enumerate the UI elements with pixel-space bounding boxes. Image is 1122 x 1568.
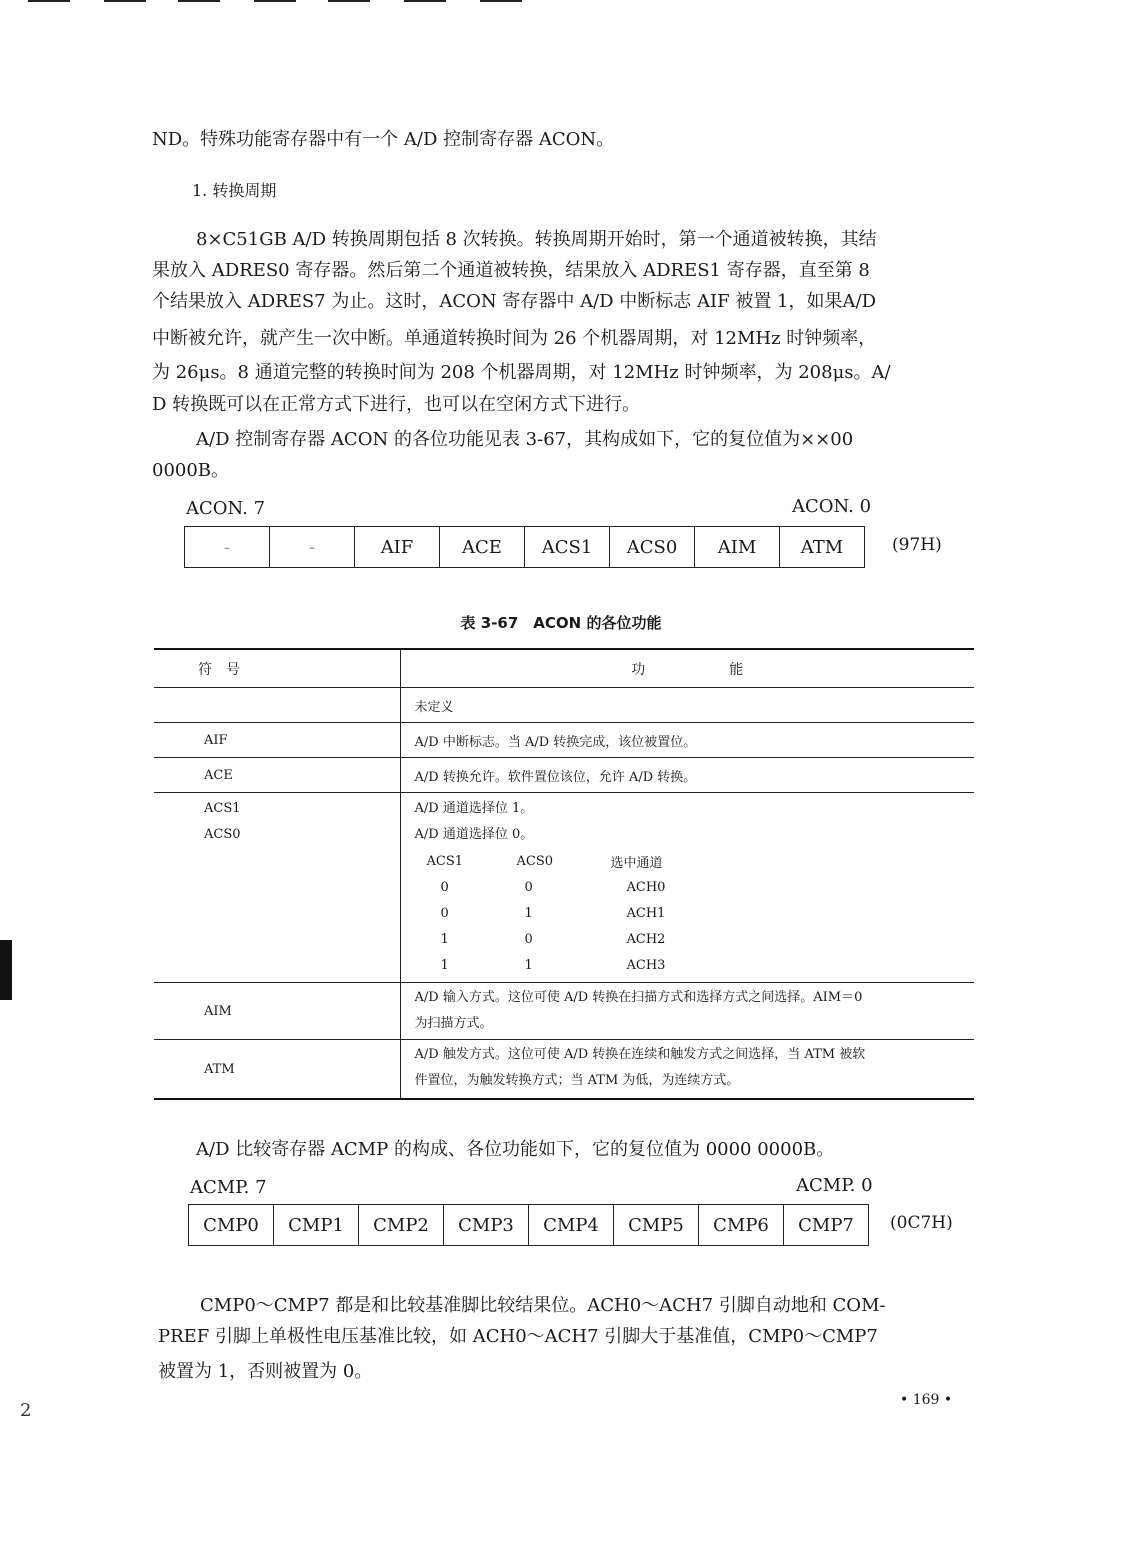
acon-bit: AIM xyxy=(695,527,780,568)
cycle-line: 个结果放入 ADRES7 为止。这时，ACON 寄存器中 A/D 中断标志 AIF 被置 1，如果A/D xyxy=(152,291,876,312)
acmp-lsb-label: ACMP. 0 xyxy=(796,1175,873,1196)
table-row xyxy=(154,758,974,793)
sub-cell: 1 xyxy=(524,905,533,921)
cell-symbol: AIM xyxy=(154,983,400,1040)
acon-bit: ACS1 xyxy=(525,527,610,568)
acon-bit: ACE xyxy=(440,527,525,568)
acon-bit: AIF xyxy=(355,527,440,568)
cmp-line: CMP0～CMP7 都是和比较基准脚比较结果位。ACH0～ACH7 引脚自动地和 COM- xyxy=(200,1295,886,1316)
acmp-bit: CMP0 xyxy=(189,1205,274,1246)
acmp-bit: CMP4 xyxy=(529,1205,614,1246)
acmp-bit: CMP6 xyxy=(699,1205,784,1246)
page-number: • 169 • xyxy=(900,1392,953,1408)
sub-row xyxy=(415,874,666,900)
top-rule xyxy=(254,0,296,2)
sub-cell: 0 xyxy=(440,905,449,921)
sub-cell: ACH1 xyxy=(626,905,666,921)
table-row xyxy=(154,688,974,723)
acmp-bit: CMP3 xyxy=(444,1205,529,1246)
sub-cell: ACH3 xyxy=(626,957,666,973)
cell-symbol: ACE xyxy=(154,758,400,793)
sub-cell: 1 xyxy=(440,931,449,947)
function-acs0: A/D 通道选择位 0。 xyxy=(414,827,534,842)
acon-function-table xyxy=(154,648,974,1100)
function-acs1: A/D 通道选择位 1。 xyxy=(414,801,534,816)
cmp-line: PREF 引脚上单极性电压基准比较，如 ACH0～ACH7 引脚大于基准值，CMP0～CMP7 xyxy=(158,1326,878,1347)
table-row xyxy=(154,983,974,1040)
acon-bit: - xyxy=(270,527,355,568)
sub-header: ACS0 xyxy=(516,853,554,869)
symbol-acs1: ACS1 xyxy=(204,801,241,816)
cycle-line: D 转换既可以在正常方式下进行，也可以在空闲方式下进行。 xyxy=(152,394,641,415)
cycle-line: 果放入 ADRES0 寄存器。然后第二个通道被转换，结果放入 ADRES1 寄存器，直至第 8 xyxy=(152,260,870,281)
top-rule xyxy=(28,0,70,2)
sub-cell: ACH0 xyxy=(626,879,666,895)
acon-address: (97H) xyxy=(892,535,942,555)
top-rule xyxy=(104,0,146,2)
acmp-bit: CMP7 xyxy=(784,1205,869,1246)
header-symbol: 符 号 xyxy=(154,649,400,688)
acon-intro-line: A/D 控制寄存器 ACON 的各位功能见表 3-67，其构成如下，它的复位值为××00 xyxy=(196,429,854,450)
cycle-line: 8×C51GB A/D 转换周期包括 8 次转换。转换周期开始时，第一个通道被转换，其结 xyxy=(196,229,877,250)
channel-select-table xyxy=(415,848,666,978)
acmp-msb-label: ACMP. 7 xyxy=(190,1177,267,1198)
top-rule xyxy=(178,0,220,2)
acon-bit: ATM xyxy=(780,527,865,568)
acmp-register xyxy=(188,1204,869,1246)
cell-symbol xyxy=(154,793,400,983)
atm-line: 件置位，为触发转换方式；当 ATM 为低，为连续方式。 xyxy=(414,1073,740,1088)
sub-row xyxy=(415,926,666,952)
sub-header: ACS1 xyxy=(426,853,464,869)
acmp-intro-paragraph: A/D 比较寄存器 ACMP 的构成、各位功能如下，它的复位值为 0000 0000B。 xyxy=(196,1139,835,1160)
table-row xyxy=(154,1040,974,1100)
sub-cell: 0 xyxy=(440,879,449,895)
acon-msb-label: ACON. 7 xyxy=(186,498,266,519)
cell-function xyxy=(400,983,974,1040)
table-row xyxy=(154,723,974,758)
acmp-bit: CMP2 xyxy=(359,1205,444,1246)
acon-register xyxy=(184,526,865,568)
cell-function xyxy=(400,793,974,983)
cmp-line: 被置为 1，否则被置为 0。 xyxy=(158,1361,373,1382)
sub-header: 选中通道 xyxy=(610,855,663,871)
acmp-bit: CMP1 xyxy=(274,1205,359,1246)
sub-cell: 0 xyxy=(524,931,533,947)
acon-intro-line: 0000B。 xyxy=(152,460,230,481)
acmp-address: (0C7H) xyxy=(890,1213,953,1233)
cell-function: A/D 中断标志。当 A/D 转换完成，该位被置位。 xyxy=(400,723,974,758)
left-margin-number: 2 xyxy=(20,1400,32,1421)
binding-mark xyxy=(0,940,12,1000)
sub-cell: 1 xyxy=(524,957,533,973)
top-rule xyxy=(404,0,446,2)
section-heading: 1. 转换周期 xyxy=(192,181,277,200)
header-function: 功 能 xyxy=(400,649,974,688)
symbol-acs0: ACS0 xyxy=(204,827,241,842)
cell-symbol: AIF xyxy=(154,723,400,758)
top-rule xyxy=(480,0,522,2)
acon-lsb-label: ACON. 0 xyxy=(792,496,872,517)
acmp-bit: CMP5 xyxy=(614,1205,699,1246)
aim-line: 为扫描方式。 xyxy=(414,1016,493,1031)
sub-cell: ACH2 xyxy=(626,931,666,947)
sub-row xyxy=(415,900,666,926)
acon-bit: - xyxy=(185,527,270,568)
cycle-line: 中断被允许，就产生一次中断。单通道转换时间为 26 个机器周期，对 12MHz 时钟频率， xyxy=(152,328,877,349)
intro-paragraph: ND。特殊功能寄存器中有一个 A/D 控制寄存器 ACON。 xyxy=(152,129,615,150)
cell-symbol: ATM xyxy=(154,1040,400,1100)
table-row xyxy=(154,793,974,983)
cell-function: A/D 转换允许。软件置位该位，允许 A/D 转换。 xyxy=(400,758,974,793)
sub-cell: 1 xyxy=(440,957,449,973)
table-caption: 表 3-67 ACON 的各位功能 xyxy=(460,614,662,632)
sub-cell: 0 xyxy=(524,879,533,895)
aim-line: A/D 输入方式。这位可使 A/D 转换在扫描方式和选择方式之间选择。AIM＝0 xyxy=(414,990,863,1005)
cell-function: 未定义 xyxy=(400,688,974,723)
cell-symbol xyxy=(154,688,400,723)
cycle-line: 为 26μs。8 通道完整的转换时间为 208 个机器周期，对 12MHz 时钟频率，为 208μs。A/ xyxy=(152,362,891,383)
acon-bit: ACS0 xyxy=(610,527,695,568)
sub-row xyxy=(415,952,666,978)
cell-function xyxy=(400,1040,974,1100)
atm-line: A/D 触发方式。这位可使 A/D 转换在连续和触发方式之间选择，当 ATM 被软 xyxy=(414,1047,866,1062)
top-rule xyxy=(328,0,370,2)
